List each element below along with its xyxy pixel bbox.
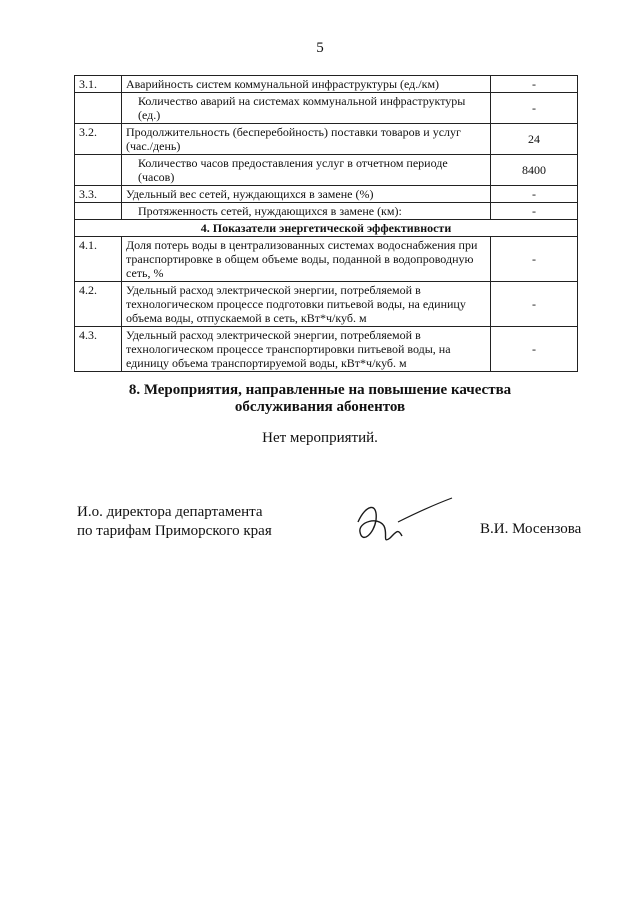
signer-name: В.И. Мосензова (480, 521, 582, 537)
row-value: - (491, 237, 578, 282)
section-8-heading-line2: обслуживания абонентов (234, 399, 406, 415)
table-row (75, 76, 578, 93)
no-measures-text: Нет мероприятий. (262, 430, 378, 446)
table-row (75, 186, 578, 203)
row-description: Удельный расход электрической энергии, потребляемой в технологическом процессе транспортировки питьевой воды, на единицу объема транспортируемой воды, кВт*ч/куб. м (122, 327, 491, 372)
table-row (75, 124, 578, 155)
signer-position-line2: по тарифам Приморского края (77, 523, 272, 539)
row-number: 3.3. (75, 186, 122, 203)
table-row (75, 327, 578, 372)
row-description: Протяженность сетей, нуждающихся в замене (км): (122, 203, 491, 220)
row-number (75, 93, 122, 124)
section-8-heading-line1: 8. Мероприятия, направленные на повышение качества (128, 382, 512, 398)
row-description: Количество аварий на системах коммунальной инфраструктуры (ед.) (122, 93, 491, 124)
row-value: - (491, 76, 578, 93)
table-row (75, 155, 578, 186)
table-row (75, 93, 578, 124)
row-value: - (491, 282, 578, 327)
section-8-heading (0, 382, 640, 416)
handwritten-signature (348, 492, 458, 552)
row-description: Доля потерь воды в централизованных системах водоснабжения при транспортировке в общем объеме воды, поданной в водопроводную сеть, % (122, 237, 491, 282)
section-title: 4. Показатели энергетической эффективности (75, 220, 578, 237)
page-number: 5 (316, 40, 324, 56)
indicators-table (74, 75, 578, 372)
table-row (75, 203, 578, 220)
row-description: Удельный вес сетей, нуждающихся в замене (%) (122, 186, 491, 203)
row-number (75, 155, 122, 186)
table-row (75, 282, 578, 327)
row-description: Аварийность систем коммунальной инфраструктуры (ед./км) (122, 76, 491, 93)
table-row (75, 237, 578, 282)
row-value: - (491, 93, 578, 124)
row-number: 3.1. (75, 76, 122, 93)
signer-position-line1: И.о. директора департамента (77, 504, 263, 520)
section-row (75, 220, 578, 237)
row-value: 24 (491, 124, 578, 155)
row-description: Продолжительность (бесперебойность) поставки товаров и услуг (час./день) (122, 124, 491, 155)
row-number: 4.3. (75, 327, 122, 372)
row-number: 4.2. (75, 282, 122, 327)
row-value: - (491, 186, 578, 203)
indicators-table-body (75, 76, 578, 372)
row-number (75, 203, 122, 220)
row-description: Количество часов предоставления услуг в отчетном периоде (часов) (122, 155, 491, 186)
row-number: 4.1. (75, 237, 122, 282)
signer-position (77, 503, 272, 541)
row-value: 8400 (491, 155, 578, 186)
row-number: 3.2. (75, 124, 122, 155)
row-description: Удельный расход электрической энергии, потребляемой в технологическом процессе подготовки питьевой воды, на единицу объема воды, отпускаемой в сеть, кВт*ч/куб. м (122, 282, 491, 327)
row-value: - (491, 327, 578, 372)
row-value: - (491, 203, 578, 220)
